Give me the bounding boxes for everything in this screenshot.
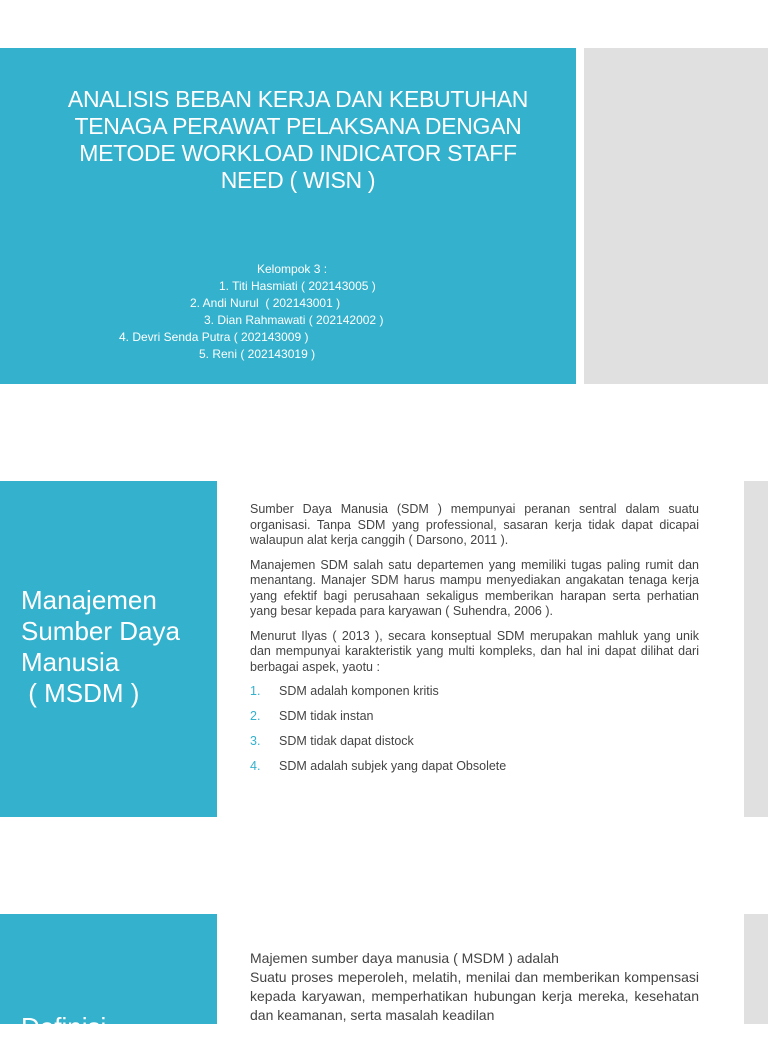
presentation-title <box>30 86 566 194</box>
paragraph: Manajemen SDM salah satu departemen yang memiliki tugas paling rumit dan menantang. Manajer SDM harus mampu menyediakan angakatan tenaga kerja yang efektif bagi perusahaan sekaligus memberikan harapan serta perhatian yang besar kepada para karyawan ( Suhendra, 2006 ). <box>250 557 699 618</box>
title-slide-side-panel <box>584 48 768 384</box>
paragraph: Suatu proses meperoleh, melatih, menilai dan memberikan kompensasi kepada karyawan, memperhatikan hubungan kerja mereka, kesehatan dan keamanan, serta masalah keadilan <box>250 969 699 1023</box>
title-line: TENAGA PERAWAT PELAKSANA DENGAN <box>74 113 522 139</box>
msdm-content <box>250 502 699 784</box>
list-text: SDM adalah komponen kritis <box>279 684 439 698</box>
list-text: SDM tidak instan <box>279 709 374 723</box>
definisi-content <box>250 949 699 1024</box>
heading-line: Sumber Daya <box>21 616 180 646</box>
list-item <box>250 759 699 784</box>
list-item <box>250 734 699 759</box>
list-number: 4. <box>250 759 261 773</box>
list-number: 3. <box>250 734 261 748</box>
title-slide-panel <box>0 48 576 384</box>
group-label: Kelompok 3 : <box>257 262 328 276</box>
title-line: ANALISIS BEBAN KERJA DAN KEBUTUHAN <box>67 86 529 112</box>
list-text: SDM adalah subjek yang dapat Obsolete <box>279 759 507 773</box>
list-number: 1. <box>250 684 261 698</box>
list-item <box>250 709 699 734</box>
definisi-side-panel <box>744 914 768 1024</box>
list-number: 2. <box>250 709 261 723</box>
numbered-list <box>250 684 699 784</box>
heading-line: Manajemen <box>21 585 157 615</box>
title-line: NEED ( WISN ) <box>220 167 376 193</box>
slide-heading <box>21 585 180 709</box>
member-item: 2. Andi Nurul ( 202143001 ) <box>190 296 341 310</box>
definisi-heading-panel <box>0 914 217 1042</box>
member-item: 3. Dian Rahmawati ( 202142002 ) <box>204 313 384 327</box>
list-item <box>250 684 699 709</box>
list-text: SDM tidak dapat distock <box>279 734 414 748</box>
slide-heading: Definisi <box>21 1012 107 1042</box>
heading-line: Manusia <box>21 647 120 677</box>
msdm-heading-panel <box>0 481 217 817</box>
heading-line: ( MSDM ) <box>21 678 140 708</box>
title-line: METODE WORKLOAD INDICATOR STAFF <box>79 140 517 166</box>
paragraph-lead: Majemen sumber daya manusia ( MSDM ) adalah <box>250 950 559 966</box>
member-item: 4. Devri Senda Putra ( 202143009 ) <box>119 330 309 344</box>
member-item: 1. Titi Hasmiati ( 202143005 ) <box>219 279 376 293</box>
paragraph: Menurut Ilyas ( 2013 ), secara konseptual SDM merupakan mahluk yang unik dan mempunyai karakteristik yang multi kompleks, dan hal ini dapat dilihat dari berbagai aspek, yaotu : <box>250 628 699 674</box>
member-item: 5. Reni ( 202143019 ) <box>199 347 316 361</box>
paragraph: Sumber Daya Manusia (SDM ) mempunyai peranan sentral dalam suatu organisasi. Tanpa SDM yang professional, sasaran kerja tidak dapat dicapai walaupun alat kerja canggih ( Darsono, 2011 ). <box>250 502 699 547</box>
msdm-side-panel <box>744 481 768 817</box>
